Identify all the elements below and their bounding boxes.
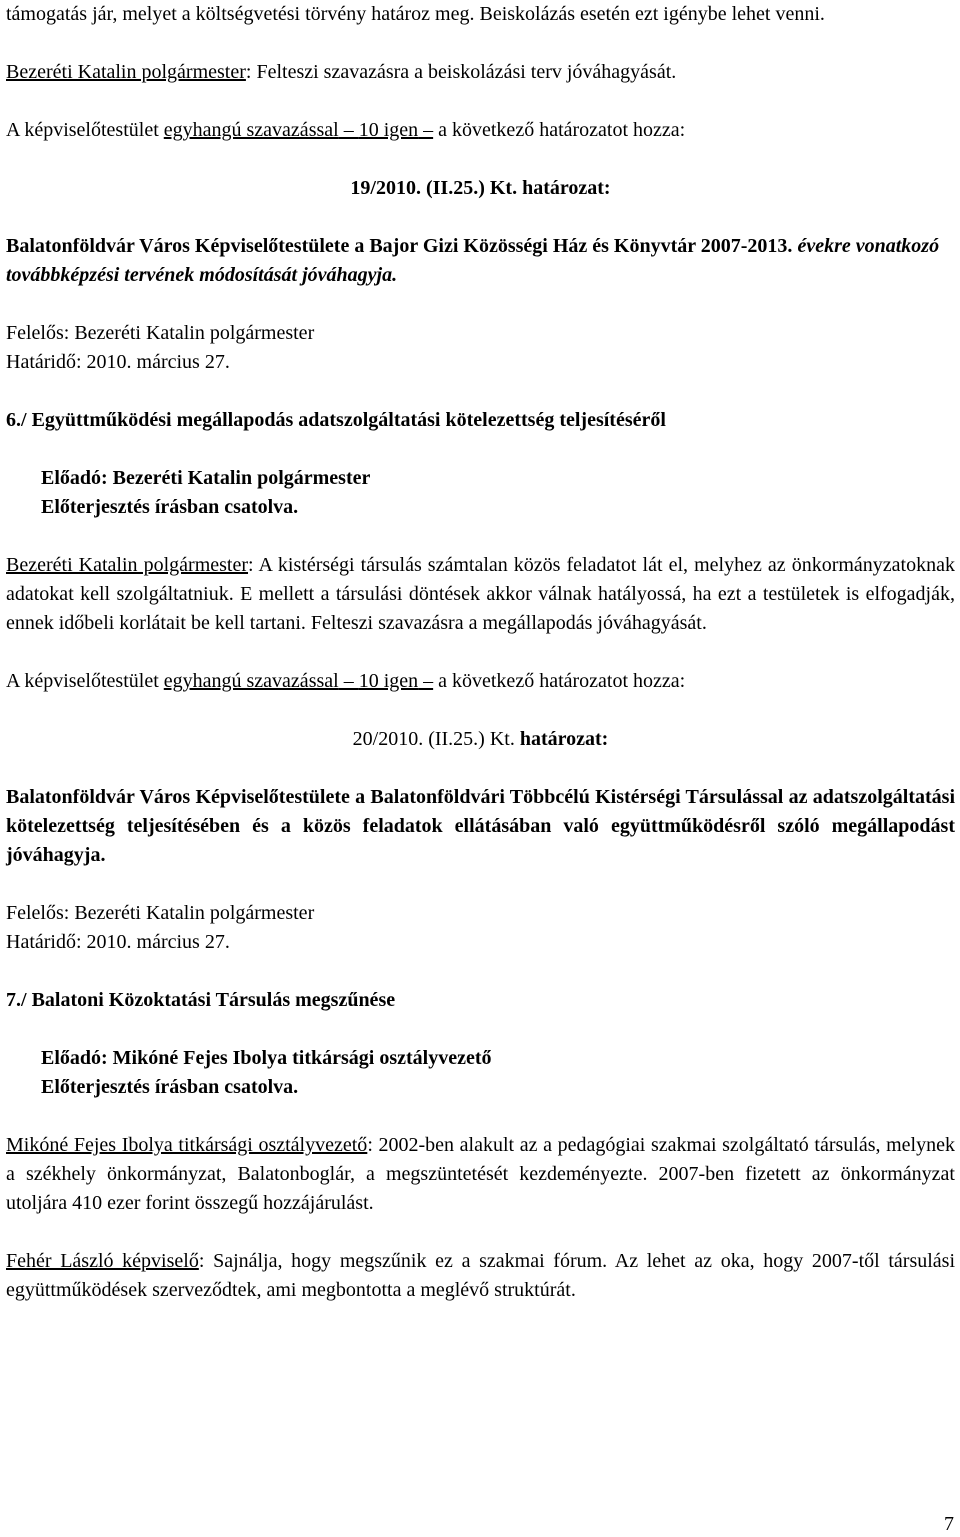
paragraph-beiskolazas-vote-call [6,58,955,87]
speaker-name: Mikóné Fejes Ibolya titkársági osztályvezető [6,1134,368,1156]
vote-statement-1 [6,116,955,145]
resolution-number: 19/2010. (II.25.) Kt. [350,177,518,199]
item-7-paragraph-1 [6,1131,955,1218]
resolution-20-text: Balatonföldvár Város Képviselőtestülete a Balatonföldvári Többcélú Kistérségi Társulással az adatszolgáltatási kötelezettség teljesítésében és a közös feladatok ellátásában való együttműködésről szóló megállapodást jóváhagyja. [6,786,955,866]
vote-count: 10 igen [358,119,419,141]
vote-count: 10 igen [358,670,419,692]
resolution-label: határozat: [514,728,609,750]
vote-dash: – [418,119,434,141]
agenda-item-6-heading [6,406,955,435]
item-6-proposal: Előterjesztés írásban csatolva. [41,496,299,518]
speaker-name: Fehér László képviselő [6,1250,199,1272]
vote-method: egyhangú szavazással [163,119,339,141]
resolution-label: határozat: [517,177,611,199]
agenda-title: Balatoni Közoktatási Társulás megszűnése [26,989,396,1011]
vote-suffix: a következő határozatot hozza: [433,119,686,141]
agenda-number: 6./ [6,409,27,431]
speaker-name: Bezeréti Katalin polgármester [6,554,249,576]
vote-suffix: a következő határozatot hozza: [433,670,686,692]
resolution-20-heading [6,725,955,754]
resolution-number: 20/2010. (II.25.) Kt. [352,728,515,750]
agenda-title: Együttműködési megállapodás adatszolgáltatási kötelezettség teljesítéséről [26,409,666,431]
document-page [6,0,955,1305]
deadline-20: Határidő: 2010. március 27. [6,931,230,953]
item-6-presenter: Előadó: Bezeréti Katalin polgármester [41,467,371,489]
vote-dash: – [338,670,359,692]
agenda-number: 7./ [6,989,27,1011]
page-number: 7 [944,1513,954,1535]
resolution-19-text [6,232,955,290]
speaker-text: : Sajnálja, hogy megszűnik ez a szakmai fórum. Az lehet az oka, hogy 2007-től társulási együttműködések szerveződtek, ami megbontotta a meglévő struktúrát. [6,1250,955,1301]
item-7-paragraph-2 [6,1247,955,1305]
speaker-text: : A kistérségi társulás számtalan közös feladatot lát el, melyhez az önkormányzatoknak adatokat kell szolgáltatniuk. E mellett a társulási döntések akkor válnak hatályossá, ha ezt a testületek is elfogadják, ennek időbeli korlátait be kell tartani. Felteszi szavazásra a megállapodás jóváhagyását. [6,554,955,634]
speaker-text: : 2002-ben alakult az a pedagógiai szakmai szolgáltató társulás, melynek a székhely önkormányzat, Balatonboglár, a megszüntetését kezdeményezte. 2007-ben fizetett az önkormányzat utoljára 410 ezer forint összegű hozzájárulást. [6,1134,955,1214]
vote-method: egyhangú szavazással [163,670,339,692]
paragraph-tamogatas: támogatás jár, melyet a költségvetési törvény határoz meg. Beiskolázás esetén ezt igénybe lehet venni. [6,3,825,25]
resolution-text-main: Balatonföldvár Város Képviselőtestülete a Bajor Gizi Közösségi Ház és Könyvtár 2007-2013. [6,235,793,257]
vote-prefix: A képviselőtestület [6,119,164,141]
vote-statement-2 [6,667,955,696]
item-7-presenter: Előadó: Mikóné Fejes Ibolya titkársági osztályvezető [41,1047,492,1069]
deadline-19: Határidő: 2010. március 27. [6,351,230,373]
resolution-19-heading [6,174,955,203]
responsible-20: Felelős: Bezeréti Katalin polgármester [6,902,315,924]
responsible-19: Felelős: Bezeréti Katalin polgármester [6,322,315,344]
vote-dash: – [418,670,434,692]
item-7-proposal: Előterjesztés írásban csatolva. [41,1076,299,1098]
vote-prefix: A képviselőtestület [6,670,164,692]
speaker-text: : Felteszi szavazásra a beiskolázási terv jóváhagyását. [245,61,677,83]
vote-dash: – [338,119,359,141]
item-6-paragraph [6,551,955,638]
resolution-text-continued: évekre vonatkozó továbbképzési tervének módosítását jóváhagyja. [6,235,940,286]
speaker-name: Bezeréti Katalin polgármester [6,61,246,83]
agenda-item-7-heading [6,986,955,1015]
